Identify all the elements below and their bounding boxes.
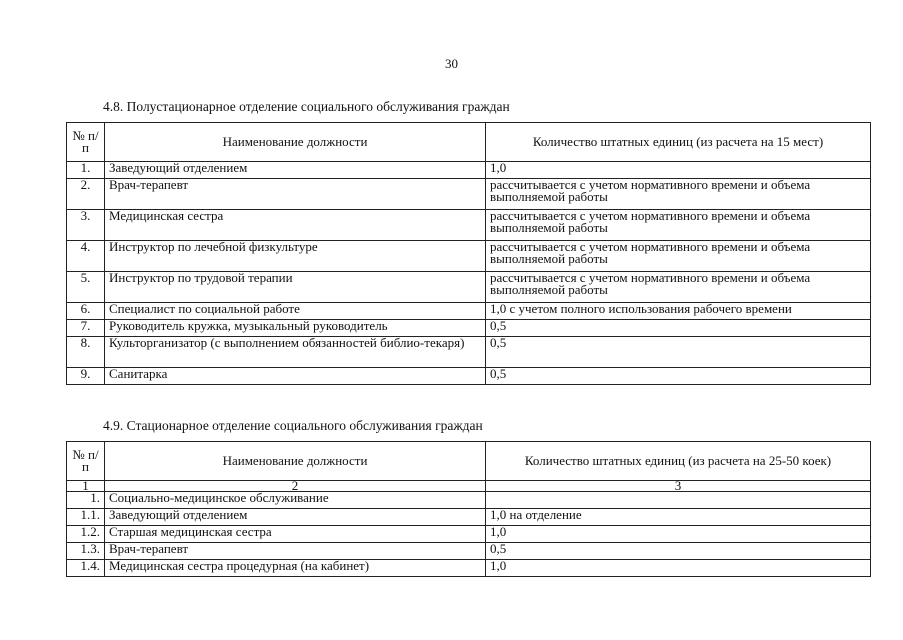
row-staff-count <box>486 492 871 509</box>
row-num: 1. <box>67 162 105 179</box>
table-row <box>67 179 871 210</box>
header-position-name: Наименование должности <box>105 442 486 481</box>
row-staff-count: 0,5 <box>486 337 871 368</box>
row-num: 1.1. <box>67 509 105 526</box>
row-position-name: Санитарка <box>105 368 486 385</box>
row-num: 3. <box>67 210 105 241</box>
row-num: 9. <box>67 368 105 385</box>
row-position-name: Заведующий отделением <box>105 509 486 526</box>
row-num: 1. <box>67 492 105 509</box>
row-position-name: Медицинская сестра процедурная (на кабинет) <box>105 560 486 577</box>
row-staff-count: рассчитывается с учетом нормативного времени и объема выполняемой работы <box>486 241 871 272</box>
table-row <box>67 492 871 509</box>
row-position-name: Заведующий отделением <box>105 162 486 179</box>
row-staff-count: рассчитывается с учетом нормативного времени и объема выполняемой работы <box>486 272 871 303</box>
header-position-name: Наименование должности <box>105 123 486 162</box>
row-position-name: Руководитель кружка, музыкальный руководитель <box>105 320 486 337</box>
column-index-3: 3 <box>486 481 871 492</box>
table-row <box>67 272 871 303</box>
column-index-2: 2 <box>105 481 486 492</box>
table-row <box>67 241 871 272</box>
table-row <box>67 210 871 241</box>
row-staff-count: 1,0 на отделение <box>486 509 871 526</box>
row-staff-count: 1,0 с учетом полного использования рабочего времени <box>486 303 871 320</box>
table-row <box>67 526 871 543</box>
row-num: 7. <box>67 320 105 337</box>
row-staff-count: 1,0 <box>486 560 871 577</box>
row-position-name: Культорганизатор (с выполнением обязанностей библио-текаря) <box>105 337 486 368</box>
row-num: 5. <box>67 272 105 303</box>
row-staff-count: 0,5 <box>486 320 871 337</box>
row-num: 1.4. <box>67 560 105 577</box>
table-row <box>67 320 871 337</box>
row-staff-count: 0,5 <box>486 368 871 385</box>
table-row <box>67 543 871 560</box>
staff-table-stationary <box>66 441 871 577</box>
header-num: № п/п <box>67 442 105 481</box>
row-num: 1.2. <box>67 526 105 543</box>
row-staff-count: рассчитывается с учетом нормативного времени и объема выполняемой работы <box>486 179 871 210</box>
row-staff-count: 1,0 <box>486 162 871 179</box>
row-position-name: Медицинская сестра <box>105 210 486 241</box>
table-header-row <box>67 123 871 162</box>
header-staff-count: Количество штатных единиц (из расчета на 25-50 коек) <box>486 442 871 481</box>
table-row <box>67 560 871 577</box>
row-num: 2. <box>67 179 105 210</box>
row-position-name: Врач-терапевт <box>105 179 486 210</box>
row-num: 1.3. <box>67 543 105 560</box>
table-row <box>67 337 871 368</box>
header-num: № п/п <box>67 123 105 162</box>
table-row <box>67 509 871 526</box>
table-row <box>67 162 871 179</box>
row-position-name: Инструктор по трудовой терапии <box>105 272 486 303</box>
row-position-name: Старшая медицинская сестра <box>105 526 486 543</box>
row-staff-count: рассчитывается с учетом нормативного времени и объема выполняемой работы <box>486 210 871 241</box>
section-title-4-8: 4.8. Полустационарное отделение социального обслуживания граждан <box>103 99 510 114</box>
row-position-name: Специалист по социальной работе <box>105 303 486 320</box>
row-num: 6. <box>67 303 105 320</box>
table-row <box>67 303 871 320</box>
row-position-name: Социально-медицинское обслуживание <box>105 492 486 509</box>
column-index-1: 1 <box>67 481 105 492</box>
row-num: 8. <box>67 337 105 368</box>
page-number: 30 <box>445 56 458 71</box>
row-staff-count: 1,0 <box>486 526 871 543</box>
table-header-row <box>67 442 871 481</box>
section-title-4-9: 4.9. Стационарное отделение социального обслуживания граждан <box>103 418 483 433</box>
row-position-name: Инструктор по лечебной физкультуре <box>105 241 486 272</box>
table-row <box>67 368 871 385</box>
row-position-name: Врач-терапевт <box>105 543 486 560</box>
staff-table-semi-stationary <box>66 122 871 385</box>
row-staff-count: 0,5 <box>486 543 871 560</box>
row-num: 4. <box>67 241 105 272</box>
header-staff-count: Количество штатных единиц (из расчета на 15 мест) <box>486 123 871 162</box>
